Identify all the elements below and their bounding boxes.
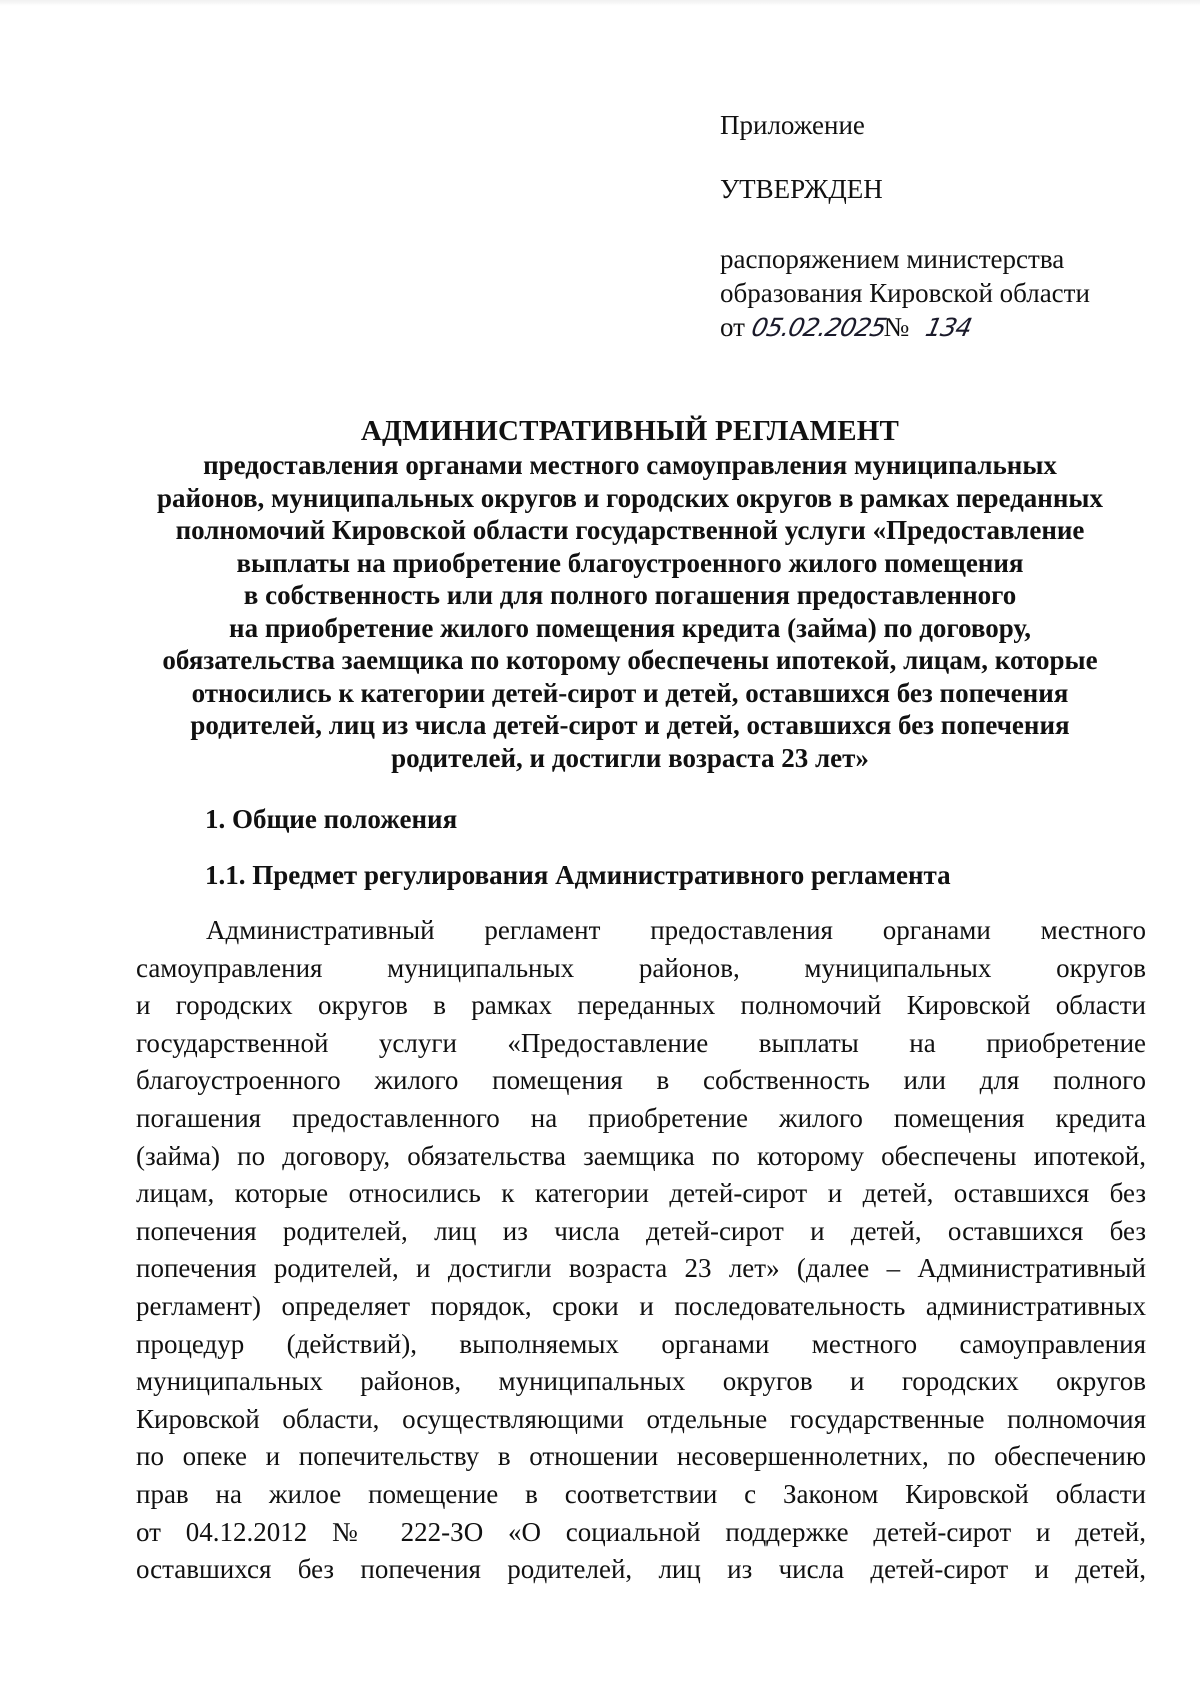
body-paragraph	[136, 912, 1146, 1589]
handwritten-number: 134	[922, 313, 974, 342]
appendix-label: Приложение	[720, 110, 865, 140]
paragraph-line: Административный регламент предоставления органами местного	[206, 915, 1146, 945]
title-main: АДМИНИСТРАТИВНЫЙ РЕГЛАМЕНТ	[360, 415, 900, 447]
from-label: от	[720, 312, 745, 342]
approval-block	[720, 108, 1160, 345]
paragraph-line: прав на жилое помещение в соответствии с Законом Кировской области	[136, 1478, 1146, 1509]
section-heading-general: 1. Общие положения	[205, 804, 458, 834]
paragraph-line: (займа) по договору, обязательства заемщика по которому обеспечены ипотекой,	[136, 1140, 1146, 1171]
paragraph-line: благоустроенного жилого помещения в собственность или для полного	[136, 1065, 1146, 1096]
title-line: относились к категории детей-сирот и детей, оставшихся без попечения	[191, 677, 1069, 708]
paragraph-line: Кировской области, осуществляющими отдельные государственные полномочия	[136, 1403, 1146, 1434]
paragraph-line: лицам, которые относились к категории детей-сирот и детей, оставшихся без	[136, 1178, 1146, 1209]
paragraph-line: попечения родителей, лиц из числа детей-сирот и детей, оставшихся без	[136, 1215, 1146, 1246]
paragraph-line: регламент) определяет порядок, сроки и последовательность административных	[136, 1290, 1146, 1321]
paragraph-line: муниципальных районов, муниципальных округов и городских округов	[136, 1366, 1146, 1397]
title-line: обязательства заемщика по которому обеспечены ипотекой, лицам, которые	[162, 645, 1098, 675]
title-line: родителей, лиц из числа детей-сирот и детей, оставшихся без попечения	[190, 710, 1070, 740]
paragraph-line: от 04.12.2012 № 222-ЗО «О социальной поддержке детей-сирот и детей,	[136, 1516, 1146, 1547]
title-line: районов, муниципальных округов и городских округов в рамках переданных	[156, 482, 1103, 513]
section-heading-subject: 1.1. Предмет регулирования Административного регламента	[205, 860, 951, 890]
paragraph-line: и городских округов в рамках переданных полномочий Кировской области	[136, 990, 1146, 1021]
paragraph-line: процедур (действий), выполняемых органами местного самоуправления	[136, 1328, 1146, 1359]
paragraph-line: оставшихся без попечения родителей, лиц из числа детей-сирот и детей,	[136, 1554, 1146, 1585]
paragraph-line: попечения родителей, и достигли возраста 23 лет» (далее – Административный	[136, 1253, 1146, 1284]
title-line: родителей, и достигли возраста 23 лет»	[391, 742, 869, 773]
document-title	[130, 413, 1130, 774]
approval-authority-line1: распоряжением министерства	[720, 244, 1065, 274]
title-line: предоставления органами местного самоуправления муниципальных	[203, 450, 1057, 480]
paragraph-line: погашения предоставленного на приобретение жилого помещения кредита	[136, 1102, 1146, 1133]
paragraph-line: самоуправления муниципальных районов, муниципальных округов	[136, 952, 1146, 983]
scan-edge	[0, 0, 1200, 6]
approval-date-number	[720, 310, 1160, 345]
paragraph-line: государственной услуги «Предоставление выплаты на приобретение	[136, 1027, 1146, 1058]
title-line: выплаты на приобретение благоустроенного жилого помещения	[236, 547, 1024, 578]
title-line: в собственность или для полного погашения предоставленного	[243, 580, 1017, 610]
title-line: полномочий Кировской области государственной услуги «Предоставление	[175, 515, 1085, 545]
handwritten-date: 05.02.2025	[748, 313, 889, 342]
approved-label: УТВЕРЖДЕН	[720, 174, 883, 204]
number-label: №	[883, 312, 910, 342]
paragraph-line: по опеке и попечительству в отношении несовершеннолетних, по обеспечению	[136, 1441, 1146, 1472]
approval-authority-line2: образования Кировской области	[720, 278, 1090, 308]
title-line: на приобретение жилого помещения кредита (займа) по договору,	[229, 612, 1031, 643]
